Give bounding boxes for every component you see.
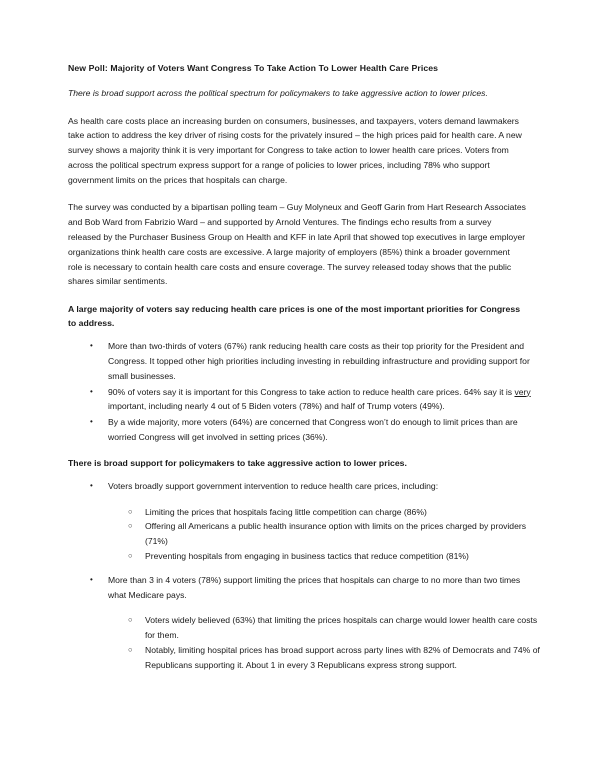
list-spacer — [68, 564, 540, 573]
section-heading-support: There is broad support for policymakers to take aggressive action to lower prices. — [68, 457, 407, 468]
list-item-text: Voters widely believed (63%) that limiting the prices hospitals can charge would lower health care costs for them. — [145, 615, 538, 641]
sub-bullet-marker-icon: ○ — [128, 644, 133, 654]
list-item — [68, 519, 540, 549]
list-item — [68, 505, 540, 520]
sub-bullet-list-medicare — [68, 613, 540, 672]
sub-bullet-marker-icon: ○ — [128, 521, 133, 531]
list-item-text: More than 3 in 4 voters (78%) support limiting the prices that hospitals can charge to no more than two times what Medicare pays. — [108, 574, 521, 600]
document-subtitle: There is broad support across the political spectrum for policymakers to take aggressive action to lower prices. — [68, 87, 488, 98]
sub-bullet-marker-icon: ○ — [128, 551, 133, 560]
bullet-list-support — [68, 479, 540, 494]
bullet-marker-icon: • — [90, 480, 93, 490]
list-item-text: Offering all Americans a public health insurance option with limits on the prices charged by providers (71%) — [145, 521, 527, 547]
bullet-marker-icon: • — [90, 341, 93, 351]
section-heading-priorities: A large majority of voters say reducing health care prices is one of the most important priorities for Congress to address. — [68, 304, 521, 329]
sub-bullet-marker-icon: ○ — [128, 615, 133, 625]
list-item-text: More than two-thirds of voters (67%) rank reducing health care costs as their top priority for the President and Congress. It topped other high priorities including investing in rebuilding infrastructure and providing support for small businesses. — [108, 341, 530, 381]
sub-bullet-marker-icon: ○ — [128, 506, 133, 516]
body-paragraph-2: The survey was conducted by a bipartisan polling team – Guy Molyneux and Geoff Garin from Hart Research Associates and Bob Ward from Fabrizio Ward – and supported by Arnold Ventures. The findings echo results from a survey released by the Purchaser Business Group on Health and KFF in late April that showed top executives in large employer organizations think health care costs are excessive. A large majority of employers (85%) think a broader government role is necessary to contain health care costs and ensure coverage. The survey released today shows that the public shares similar sentiments. — [68, 202, 526, 287]
list-item — [68, 479, 540, 494]
list-item — [68, 385, 540, 415]
bullet-marker-icon: • — [90, 574, 93, 584]
body-paragraph-1: As health care costs place an increasing burden on consumers, businesses, and taxpayers, voters demand lawmakers take action to address the key driver of rising costs for the privately insured – the high prices paid for health care. A new survey shows a majority think it is very important for Congress to take action to lower health care prices. Voters from across the political spectrum express support for a range of policies to lower prices, including 78% who support government limits on the prices that hospitals can charge. — [68, 115, 522, 185]
bullet-marker-icon: • — [90, 417, 93, 427]
list-item-text: Limiting the prices that hospitals facing little competition can charge (86%) — [145, 506, 427, 517]
emphasized-text: very — [514, 386, 531, 397]
list-item — [68, 339, 540, 383]
bullet-list-medicare — [68, 573, 540, 603]
list-item — [68, 613, 540, 643]
list-item — [68, 415, 540, 445]
list-item-text-before-emphasis: 90% of voters say it is important for this Congress to take action to reduce health care prices. 64% say it is — [108, 386, 515, 397]
list-item-text-after-emphasis: important, including nearly 4 out of 5 Biden voters (78%) and half of Trump voters (49%). — [108, 401, 445, 412]
list-item — [68, 573, 540, 603]
list-item-text: Voters broadly support government intervention to reduce health care prices, including: — [108, 480, 439, 491]
list-item-text: By a wide majority, more voters (64%) are concerned that Congress won’t do enough to limit prices than are worried Congress will get involved in setting prices (36%). — [108, 417, 518, 442]
bullet-marker-icon: • — [90, 386, 93, 396]
sub-bullet-list-interventions — [68, 505, 540, 564]
list-item — [68, 549, 540, 564]
list-item — [68, 643, 540, 673]
list-item-text: Preventing hospitals from engaging in business tactics that reduce competition (81%) — [145, 551, 469, 561]
list-item-text: Notably, limiting hospital prices has broad support across party lines with 82% of Democrats and 74% of Republicans supporting it. About 1 in every 3 Republicans express strong support. — [145, 644, 540, 670]
page-title: New Poll: Majority of Voters Want Congress To Take Action To Lower Health Care Prices — [68, 63, 439, 73]
bullet-list-priorities — [68, 339, 540, 444]
